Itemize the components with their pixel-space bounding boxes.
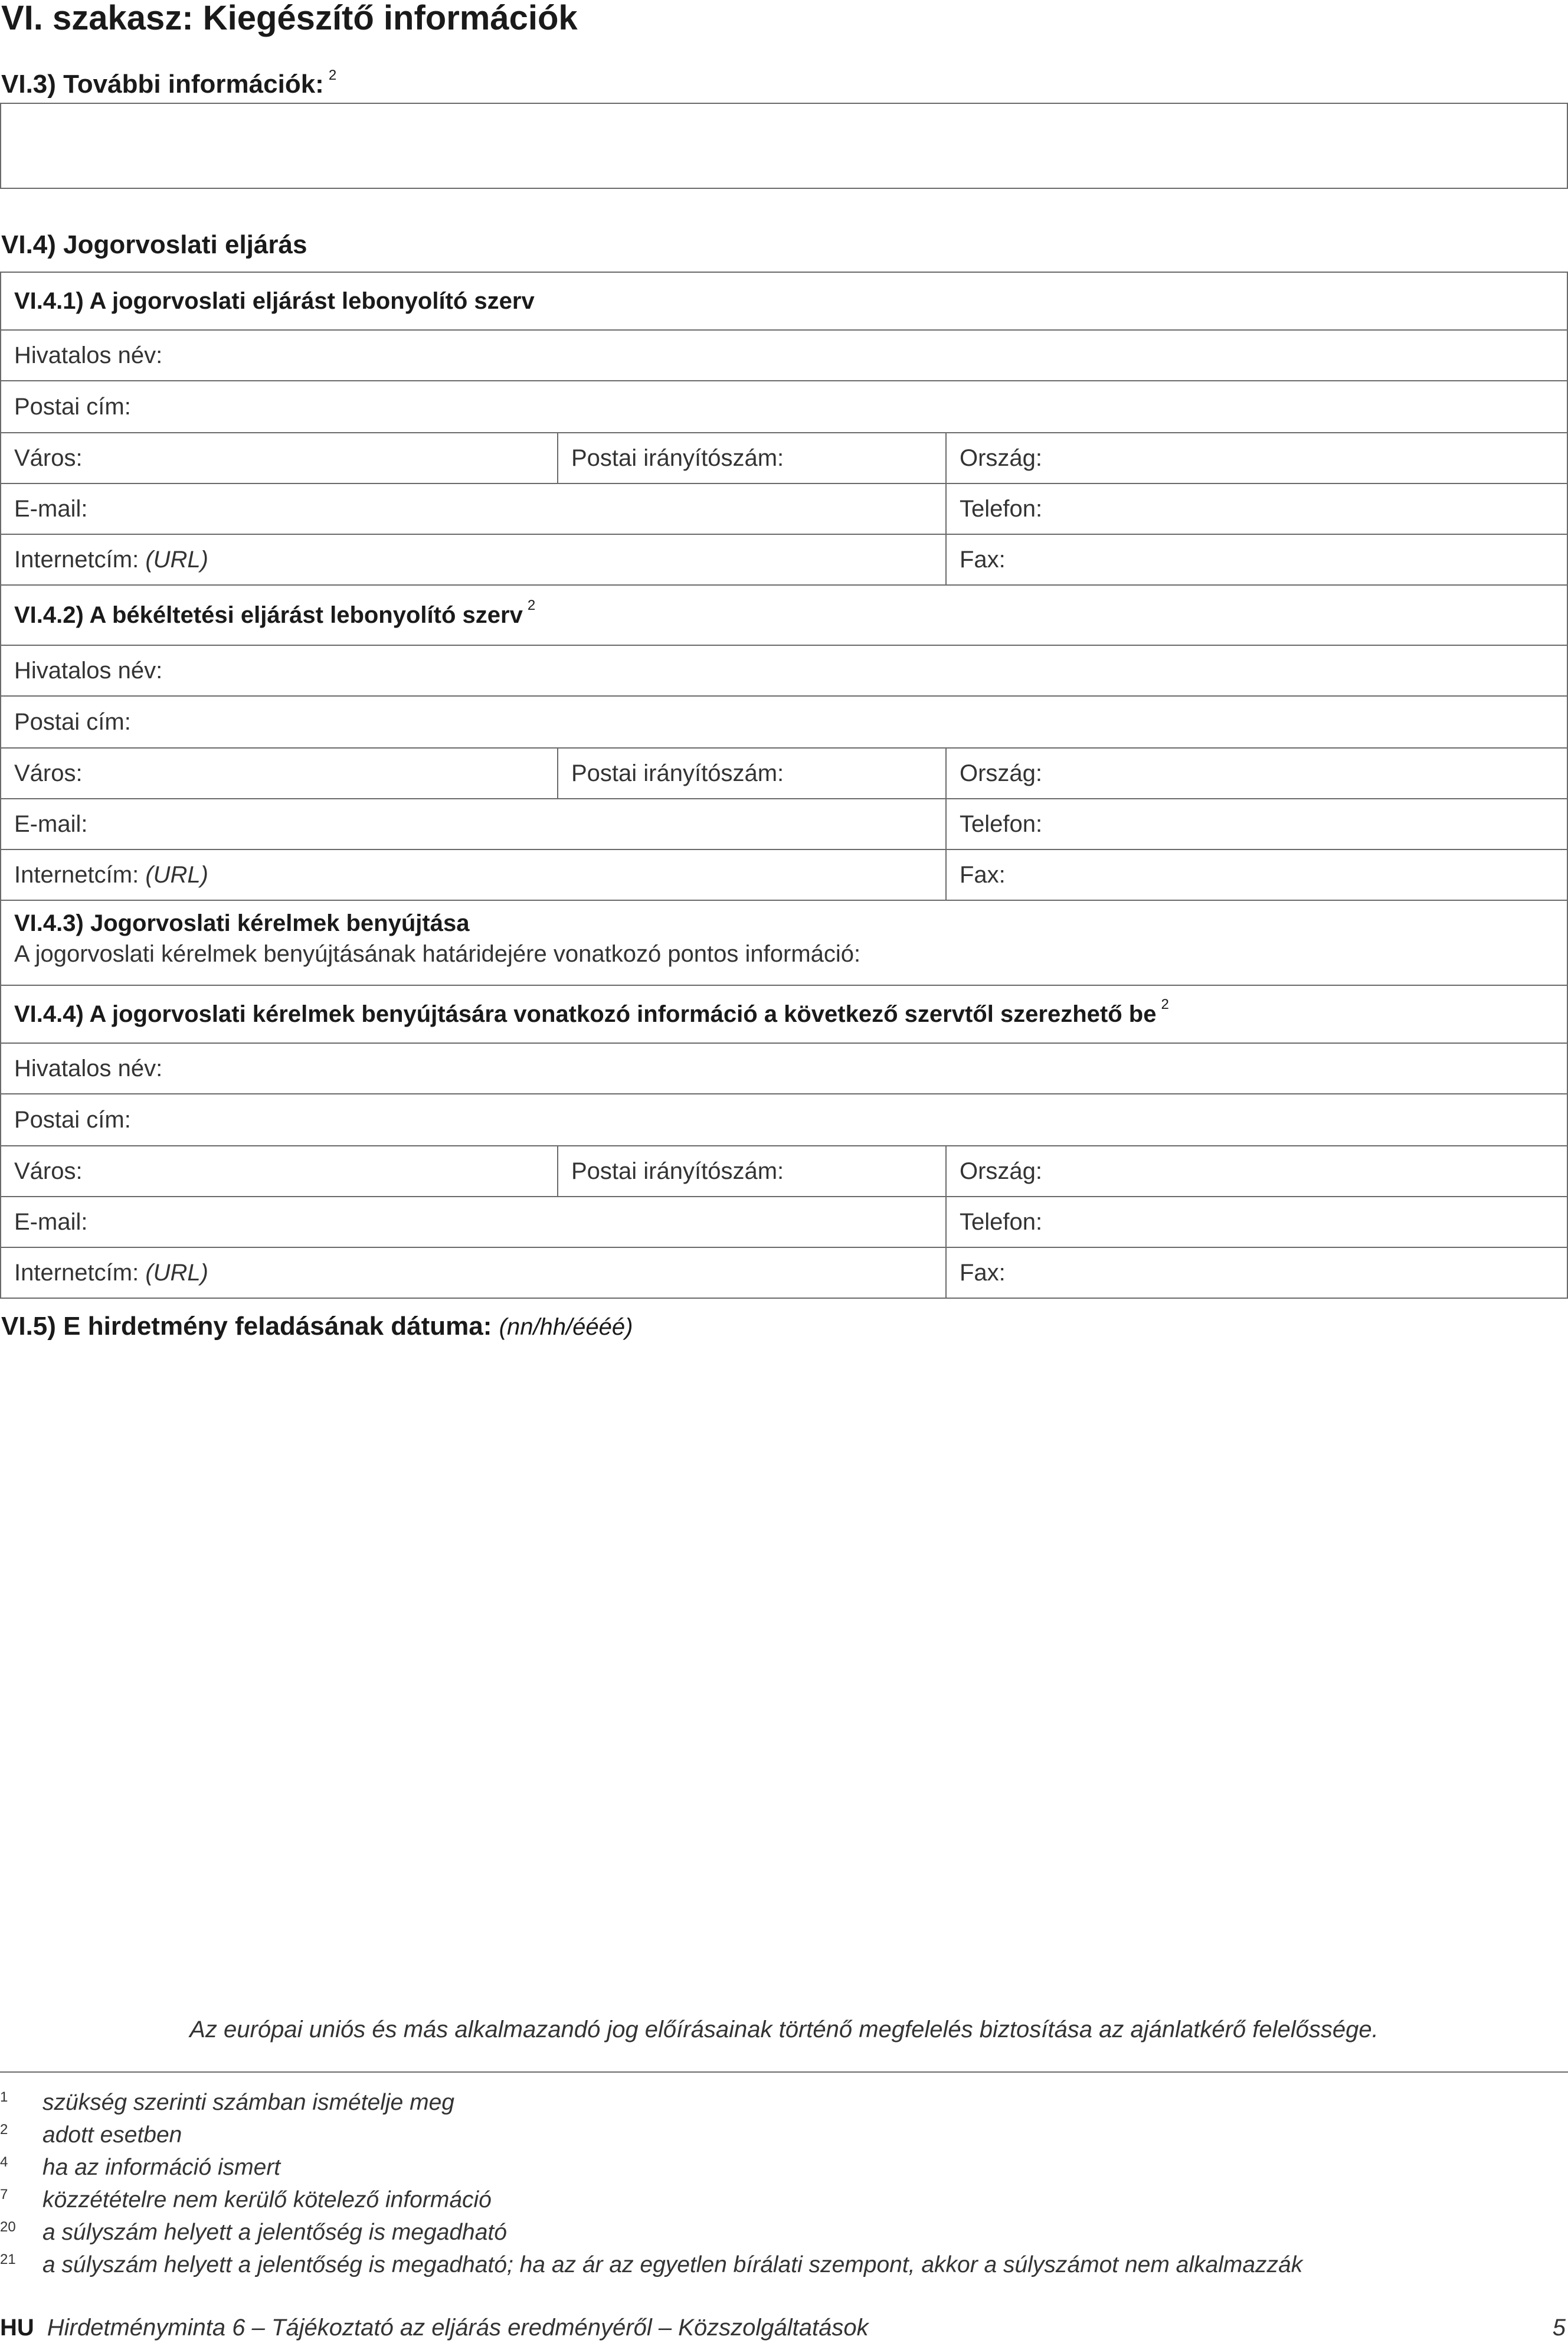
footnote-1-text: szükség szerinti számban ismételje meg — [42, 2090, 454, 2115]
vi41-phone-label[interactable]: Telefon: — [945, 484, 1567, 534]
footnote-7-text: közzétételre nem kerülő kötelező információ — [42, 2187, 492, 2213]
footnote-21-num: 21 — [0, 2251, 16, 2267]
footnote-1-num: 1 — [0, 2089, 8, 2105]
vi41-internet-row — [1, 535, 1567, 586]
page-number: 5 — [1552, 2315, 1566, 2341]
page-footer — [0, 2313, 1568, 2342]
vi41-email-label[interactable]: E-mail: — [14, 496, 88, 522]
section-title: VI. szakasz: Kiegészítő információk — [1, 0, 578, 37]
vi42-internet-row — [1, 850, 1567, 901]
footer-lang: HU — [0, 2315, 34, 2341]
vi41-postcode-label[interactable]: Postai irányítószám: — [557, 433, 945, 483]
footnote-2-text: adott esetben — [42, 2122, 182, 2148]
vi44-official-name-label: Hivatalos név: — [14, 1056, 163, 1081]
vi44-heading — [1, 986, 1567, 1043]
vi42-header-row — [1, 586, 1567, 646]
vi4-1-2-table — [0, 272, 1568, 1299]
vi42-internet-label: Internetcím: — [14, 862, 139, 888]
vi3-footnote-ref: 2 — [328, 67, 337, 83]
footnote-20-num: 20 — [0, 2219, 16, 2235]
vi44-internet-label: Internetcím: — [14, 1260, 139, 1286]
vi44-city-label[interactable]: Város: — [14, 1158, 83, 1184]
footnote-2-num: 2 — [0, 2122, 8, 2138]
vi42-postal-address-label: Postai cím: — [14, 709, 131, 735]
vi41-header-row — [1, 273, 1567, 331]
responsibility-note: Az európai uniós és más alkalmazandó jog előírásainak történő megfelelés biztosítása az ajánlatkérő felelőssége. — [189, 2017, 1379, 2043]
vi41-official-name-label: Hivatalos név: — [14, 342, 163, 368]
footnote-21-text: a súlyszám helyett a jelentőség is megadható; ha az ár az egyetlen bírálati szempont, akkor a súlyszámot nem alkalmazzák — [42, 2252, 1303, 2277]
vi41-official-name-row[interactable] — [1, 331, 1567, 381]
vi44-email-row — [1, 1197, 1567, 1248]
vi44-internet-cell[interactable] — [1, 1248, 945, 1298]
vi44-postal-address-label: Postai cím: — [14, 1107, 131, 1133]
vi3-title: VI.3) További információk: — [1, 70, 324, 99]
vi41-url-label: (URL) — [145, 547, 208, 573]
vi5-heading — [1, 1312, 633, 1342]
footnote-7-num: 7 — [0, 2187, 8, 2203]
vi42-title: VI.4.2) A békéltetési eljárást lebonyolító szerv — [14, 602, 523, 628]
vi44-country-label[interactable]: Ország: — [945, 1146, 1567, 1196]
vi42-phone-label[interactable]: Telefon: — [945, 799, 1567, 849]
footnote-4-num: 4 — [0, 2154, 8, 2170]
vi42-city-label[interactable]: Város: — [14, 760, 83, 786]
vi41-country-label[interactable]: Ország: — [945, 433, 1567, 483]
vi44-postal-address-row[interactable] — [1, 1094, 1567, 1146]
vi3-heading — [1, 67, 337, 99]
vi44-fax-label[interactable]: Fax: — [945, 1248, 1567, 1298]
footnote-4-text: ha az információ ismert — [42, 2155, 281, 2180]
vi44-postcode-label[interactable]: Postai irányítószám: — [557, 1146, 945, 1196]
vi42-email-row — [1, 799, 1567, 850]
vi41-postal-address-label: Postai cím: — [14, 394, 131, 420]
vi41-fax-label[interactable]: Fax: — [945, 535, 1567, 584]
vi41-postal-address-row[interactable] — [1, 381, 1567, 433]
vi42-official-name-label: Hivatalos név: — [14, 658, 163, 684]
vi42-country-label[interactable]: Ország: — [945, 749, 1567, 798]
vi42-heading — [1, 586, 1567, 645]
vi42-footnote-ref: 2 — [527, 597, 536, 613]
vi5-format: (nn/hh/éééé) — [499, 1314, 633, 1340]
vi4-title: VI.4) Jogorvoslati eljárás — [1, 230, 307, 259]
vi43-text: A jogorvoslati kérelmek benyújtásának határidejére vonatkozó pontos információ: — [14, 941, 861, 967]
vi44-footnote-ref: 2 — [1161, 996, 1169, 1012]
vi41-city-row — [1, 433, 1567, 484]
vi42-postcode-label[interactable]: Postai irányítószám: — [557, 749, 945, 798]
vi43-row[interactable] — [1, 901, 1567, 986]
vi43-title: VI.4.3) Jogorvoslati kérelmek benyújtása — [14, 910, 470, 936]
vi43-cell — [1, 901, 1567, 985]
vi42-official-name-row[interactable] — [1, 646, 1567, 697]
vi44-header-row — [1, 986, 1567, 1044]
vi42-fax-label[interactable]: Fax: — [945, 850, 1567, 900]
vi44-url-label: (URL) — [145, 1260, 208, 1286]
vi44-phone-label[interactable]: Telefon: — [945, 1197, 1567, 1247]
vi42-internet-cell[interactable] — [1, 850, 945, 900]
vi5-title: VI.5) E hirdetmény feladásának dátuma: — [1, 1312, 492, 1341]
vi44-title: VI.4.4) A jogorvoslati kérelmek benyújtására vonatkozó információ a következő szervtől szerezhető be — [14, 1001, 1157, 1027]
vi44-email-label[interactable]: E-mail: — [14, 1209, 88, 1235]
vi41-city-label[interactable]: Város: — [14, 445, 83, 471]
footnote-20-text: a súlyszám helyett a jelentőség is megadható — [42, 2220, 507, 2245]
vi42-city-row — [1, 749, 1567, 799]
vi41-title: VI.4.1) A jogorvoslati eljárást lebonyolító szerv — [14, 288, 535, 314]
vi42-postal-address-row[interactable] — [1, 697, 1567, 749]
vi41-internet-cell[interactable] — [1, 535, 945, 584]
vi41-email-row — [1, 484, 1567, 535]
footnote-21 — [0, 2243, 1302, 2281]
vi3-text-field[interactable] — [0, 103, 1568, 189]
vi42-url-label: (URL) — [145, 862, 208, 888]
vi42-email-label[interactable]: E-mail: — [14, 811, 88, 837]
vi44-official-name-row[interactable] — [1, 1044, 1567, 1094]
footnote-divider — [0, 2071, 1568, 2073]
vi44-city-row — [1, 1146, 1567, 1197]
vi41-internet-label: Internetcím: — [14, 547, 139, 573]
vi44-internet-row — [1, 1248, 1567, 1298]
footer-title: Hirdetményminta 6 – Tájékoztató az eljárás eredményéről – Közszolgáltatások — [47, 2315, 869, 2341]
